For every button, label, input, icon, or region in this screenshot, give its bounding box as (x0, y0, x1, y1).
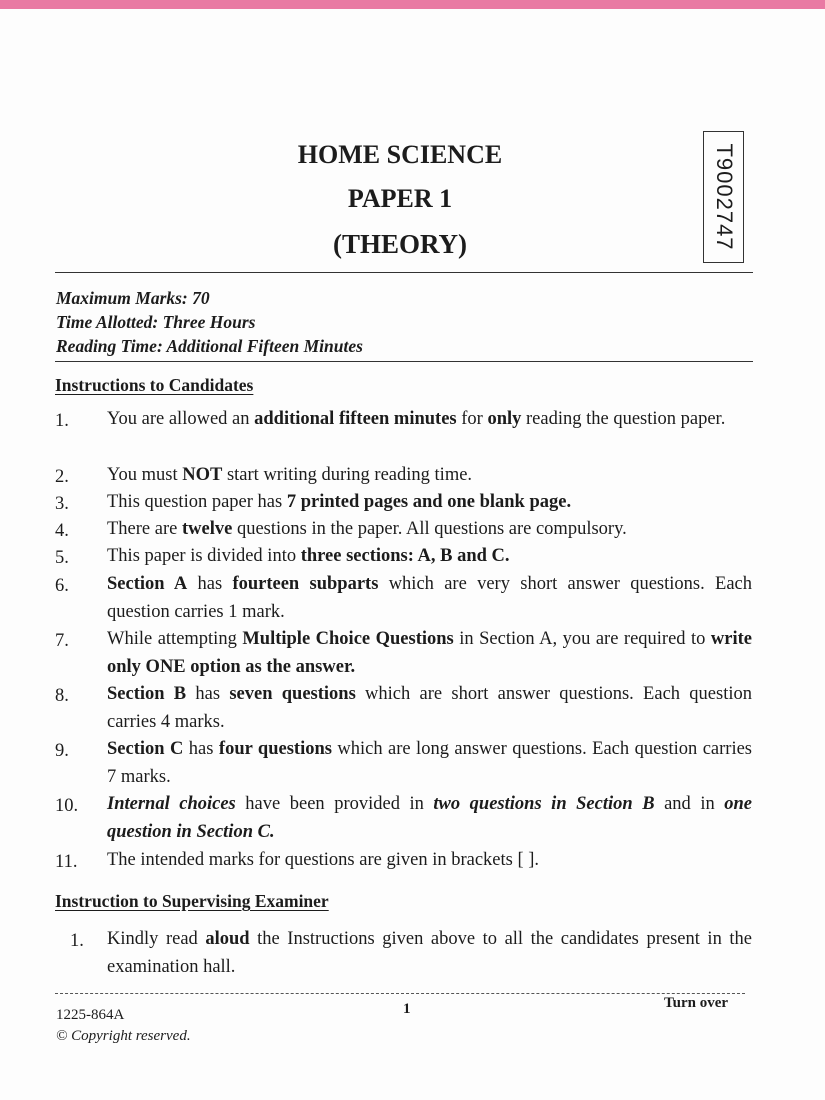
turn-over: Turn over (664, 995, 729, 1011)
instruction-number: 8. (55, 686, 69, 706)
subject-title: HOME SCIENCE (297, 140, 503, 169)
footer-divider (55, 993, 745, 994)
instruction-number: 4. (55, 521, 69, 541)
instruction-text: You are allowed an additional fifteen minutes for only reading the question paper. (107, 409, 726, 429)
paper-type: (THEORY) (332, 229, 468, 259)
max-marks: Maximum Marks: 70 (56, 288, 210, 308)
supervisor-text: Kindly read aloud the Instructions given above to all the candidates present in the examination hall. (107, 929, 752, 977)
instruction-number: 7. (55, 631, 69, 651)
instruction-text: The intended marks for questions are given in brackets [ ]. (107, 850, 540, 870)
time-allotted: Time Allotted: Three Hours (56, 312, 256, 332)
instruction-number: 11. (55, 852, 78, 872)
instruction-number: 3. (55, 494, 69, 514)
instructions-heading: Instructions to Candidates (55, 375, 254, 395)
supervisor-number: 1. (70, 931, 84, 951)
instruction-number: 1. (55, 411, 69, 431)
reading-time: Reading Time: Additional Fifteen Minutes (56, 336, 363, 356)
paper-code-box (703, 131, 744, 263)
instruction-text: Internal choices have been provided in two questions in Section B and in one question in Section C. (107, 794, 752, 842)
supervisor-heading: Instruction to Supervising Examiner (55, 891, 329, 911)
page-number: 1 (403, 1001, 411, 1017)
paper-number: 1225-864A (56, 1007, 125, 1023)
instruction-number: 5. (55, 548, 69, 568)
instruction-text: While attempting Multiple Choice Questions in Section A, you are required to write only ONE option as the answer. (107, 629, 753, 677)
instruction-text: This question paper has 7 printed pages and one blank page. (107, 492, 572, 512)
instruction-number: 9. (55, 741, 69, 761)
instruction-text: Section A has fourteen subparts which are very short answer questions. Each question carries 1 mark. (107, 574, 753, 622)
exam-details (56, 286, 363, 358)
paper-code: T9002747 (711, 143, 737, 251)
instruction-text: You must NOT start writing during reading time. (107, 465, 473, 485)
instruction-number: 10. (55, 796, 79, 816)
instruction-number: 6. (55, 576, 69, 596)
paper-title: PAPER 1 (347, 184, 453, 213)
details-divider (55, 361, 753, 362)
page-edge (0, 0, 825, 9)
instruction-text: Section B has seven questions which are short answer questions. Each question carries 4 marks. (107, 684, 752, 732)
instruction-text: Section C has four questions which are long answer questions. Each question carries 7 marks. (107, 739, 752, 787)
copyright: © Copyright reserved. (56, 1028, 191, 1044)
instruction-number: 2. (55, 467, 69, 487)
instruction-text: This paper is divided into three sections: A, B and C. (107, 546, 510, 566)
top-divider (55, 272, 753, 273)
instruction-text: There are twelve questions in the paper. All questions are compulsory. (107, 519, 627, 539)
